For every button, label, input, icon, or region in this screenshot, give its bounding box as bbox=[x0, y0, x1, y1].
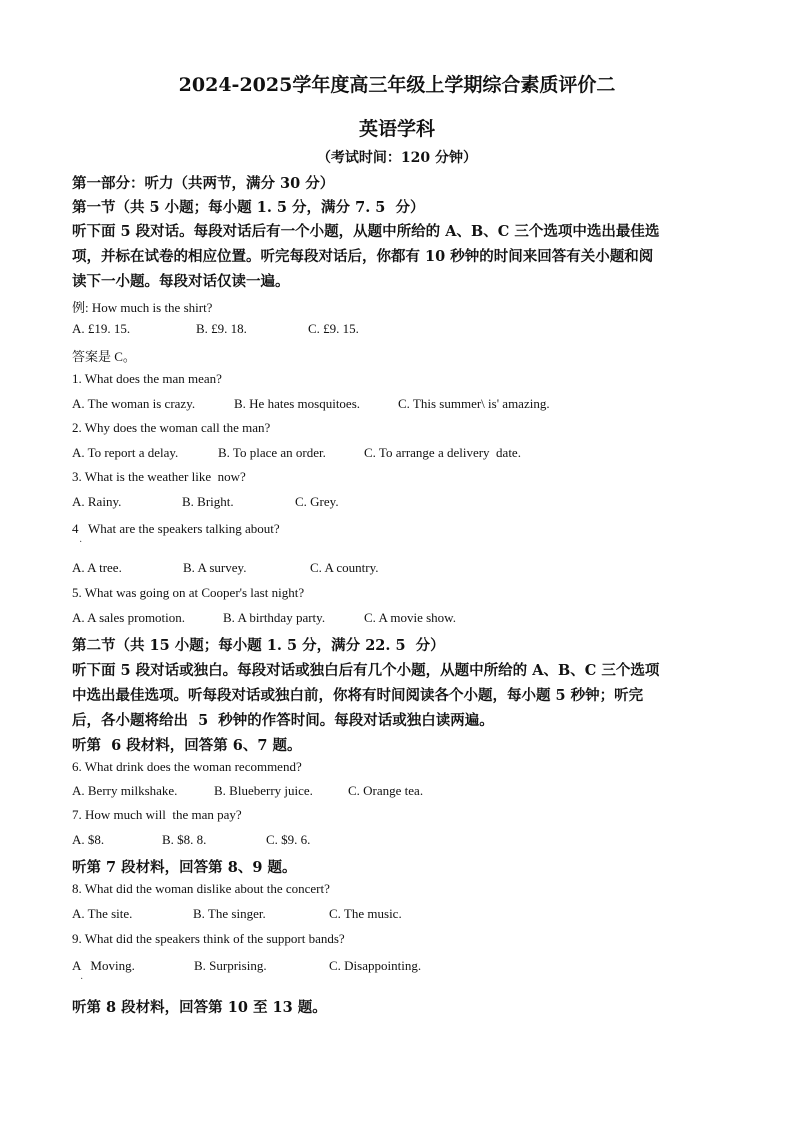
section2-instruction-line: 听下面 5 段对话或独白。每段对话或独白后有几个小题，从题中所给的 A、B、C 三个选项 bbox=[72, 662, 660, 679]
question-1: 1. What does the man mean? bbox=[72, 371, 222, 386]
q4-option-c: C. A country. bbox=[310, 560, 379, 575]
q5-option-c: C. A movie show. bbox=[364, 610, 456, 625]
scan-mark: · bbox=[80, 974, 84, 985]
question-8: 8. What did the woman dislike about the concert? bbox=[72, 881, 330, 896]
q1-option-b: B. He hates mosquitoes. bbox=[234, 396, 361, 411]
q5-option-b: B. A birthday party. bbox=[223, 610, 326, 625]
q4-option-a: A. A tree. bbox=[72, 560, 122, 575]
q9-option-b: B. Surprising. bbox=[194, 958, 267, 973]
example-answer: 答案是 C。 bbox=[72, 349, 136, 364]
material-6-heading: 听第 6 段材料，回答第 6、7 题。 bbox=[72, 737, 302, 754]
q9-option-c: C. Disappointing. bbox=[329, 958, 422, 973]
exam-time: （考试时间：120 分钟） bbox=[316, 150, 478, 166]
q2-option-b: B. To place an order. bbox=[218, 445, 326, 460]
q5-option-a: A. A sales promotion. bbox=[72, 610, 186, 625]
q1-option-c: C. This summer\ is' amazing. bbox=[398, 396, 550, 411]
exam-title: 2024-2025学年度高三年级上学期综合素质评价二 bbox=[178, 74, 616, 96]
instruction-line: 读下一小题。每段对话仅读一遍。 bbox=[72, 273, 290, 290]
question-3: 3. What is the weather like now? bbox=[72, 469, 246, 484]
section1-heading: 第一节（共 5 小题；每小题 1. 5 分，满分 7. 5 分） bbox=[72, 199, 425, 216]
section2-instruction-line: 后，各小题将给出 5 秒钟的作答时间。每段对话或独白读两遍。 bbox=[72, 712, 494, 729]
question-2: 2. Why does the woman call the man? bbox=[72, 420, 271, 435]
subject-title: 英语学科 bbox=[358, 118, 435, 140]
scan-mark: · bbox=[79, 537, 83, 548]
material-7-heading: 听第 7 段材料，回答第 8、9 题。 bbox=[72, 859, 297, 876]
question-5: 5. What was going on at Cooper's last night? bbox=[72, 585, 305, 600]
q3-option-b: B. Bright. bbox=[182, 494, 234, 509]
q6-option-b: B. Blueberry juice. bbox=[214, 783, 313, 798]
example-option-b: B. £9. 18. bbox=[196, 321, 247, 336]
q4-option-b: B. A survey. bbox=[183, 560, 247, 575]
section2-instruction-line: 中选出最佳选项。听每段对话或独白前，你将有时间阅读各个小题，每小题 5 秒钟；听完 bbox=[72, 687, 644, 704]
section2-heading: 第二节（共 15 小题；每小题 1. 5 分，满分 22. 5 分） bbox=[72, 637, 445, 654]
q3-option-a: A. Rainy. bbox=[72, 494, 122, 509]
q6-option-c: C. Orange tea. bbox=[348, 783, 424, 798]
q8-option-a: A. The site. bbox=[72, 906, 133, 921]
q6-option-a: A. Berry milkshake. bbox=[72, 783, 178, 798]
q1-option-a: A. The woman is crazy. bbox=[72, 396, 196, 411]
question-9: 9. What did the speakers think of the support bands? bbox=[72, 931, 345, 946]
instruction-line: 听下面 5 段对话。每段对话后有一个小题，从题中所给的 A、B、C 三个选项中选出最佳选 bbox=[72, 223, 660, 240]
part1-heading: 第一部分：听力（共两节，满分 30 分） bbox=[72, 175, 335, 192]
q7-option-a: A. $8. bbox=[72, 832, 105, 847]
q9-option-a: A Moving. bbox=[72, 958, 135, 973]
example-option-a: A. £19. 15. bbox=[72, 321, 131, 336]
q2-option-a: A. To report a delay. bbox=[72, 445, 179, 460]
q3-option-c: C. Grey. bbox=[295, 494, 339, 509]
q7-option-c: C. $9. 6. bbox=[266, 832, 311, 847]
question-6: 6. What drink does the woman recommend? bbox=[72, 759, 302, 774]
q8-option-c: C. The music. bbox=[329, 906, 402, 921]
q8-option-b: B. The singer. bbox=[193, 906, 266, 921]
example-option-c: C. £9. 15. bbox=[308, 321, 359, 336]
material-8-heading: 听第 8 段材料，回答第 10 至 13 题。 bbox=[72, 999, 327, 1016]
question-4: 4 What are the speakers talking about? bbox=[72, 521, 280, 536]
instruction-line: 项，并标在试卷的相应位置。听完每段对话后，你都有 10 秒钟的时间来回答有关小题和阅 bbox=[72, 248, 654, 265]
q2-option-c: C. To arrange a delivery date. bbox=[364, 445, 521, 460]
question-7: 7. How much will the man pay? bbox=[72, 807, 242, 822]
q7-option-b: B. $8. 8. bbox=[162, 832, 207, 847]
example-question: 例: How much is the shirt? bbox=[72, 300, 213, 315]
